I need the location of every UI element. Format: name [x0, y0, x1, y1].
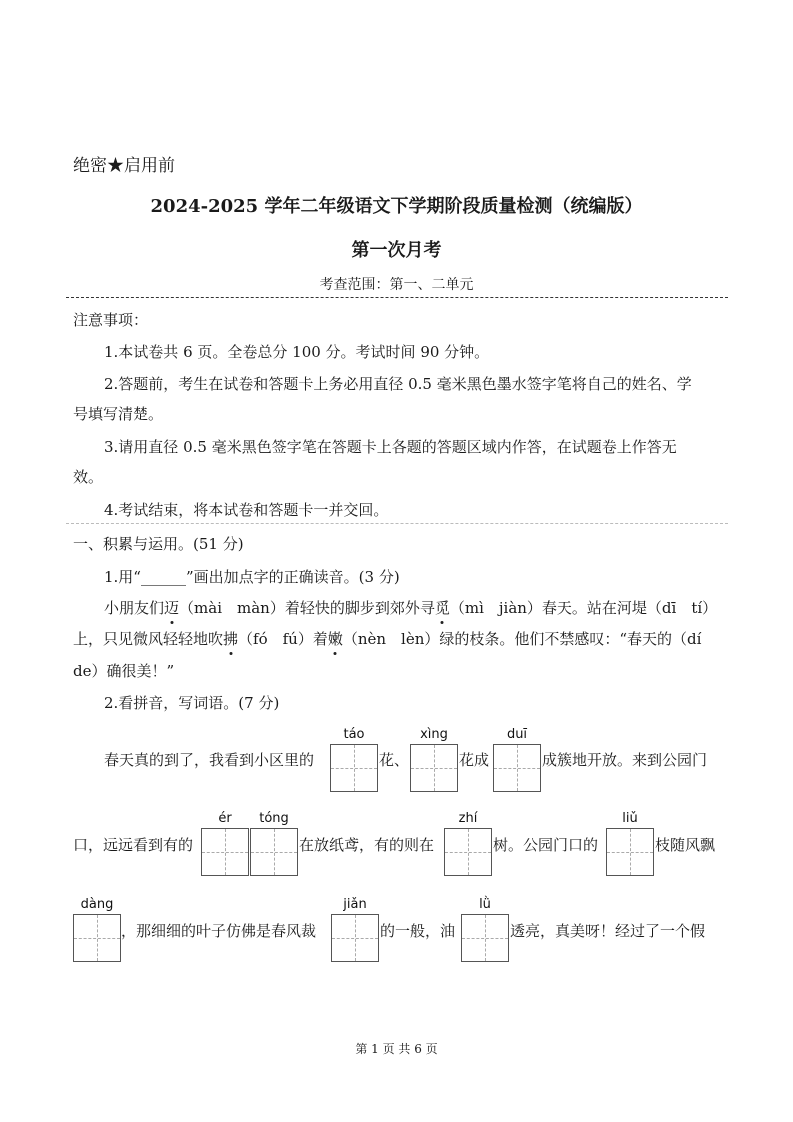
answer-box-tong[interactable]	[250, 828, 298, 876]
question-1-line1: 小朋友们迈（mài màn）着轻快的脚步到郊外寻觅（mì jiàn）春天。站在河堤（dī tí）	[104, 599, 718, 617]
divider-notes	[66, 523, 728, 524]
pinyin-tong: tóng	[259, 811, 289, 826]
note-1: 1.本试卷共 6 页。全卷总分 100 分。考试时间 90 分钟。	[104, 343, 490, 361]
answer-box-lv[interactable]	[461, 914, 509, 962]
exam-scope: 考查范围：第一、二单元	[319, 277, 474, 293]
note-4: 4.考试结束，将本试卷和答题卡一并交回。	[104, 501, 389, 519]
pinyin-er: ér	[218, 811, 232, 826]
pinyin-xing: xìng	[420, 727, 448, 742]
pinyin-zhi: zhí	[458, 811, 478, 826]
section-title: 一、积累与运用。(51 分)	[73, 535, 244, 553]
question-2-prompt: 2.看拼音，写词语。(7 分)	[104, 694, 280, 712]
notes-heading: 注意事项：	[73, 311, 149, 329]
row3-text2: 的一般，油	[380, 922, 456, 940]
row2-text2: 在放纸鸢，有的则在	[299, 836, 435, 854]
note-2-line2: 号填写清楚。	[73, 405, 164, 423]
question-1-prompt: 1.用“______”画出加点字的正确读音。(3 分)	[104, 568, 400, 586]
answer-box-er[interactable]	[201, 828, 249, 876]
row1-text2: 花、	[379, 751, 410, 769]
answer-box-dang[interactable]	[73, 914, 121, 962]
page-number: 第 1 页 共 6 页	[355, 1042, 438, 1056]
question-1-line3: de）确很美！”	[73, 662, 175, 680]
row2-text1: 口，远远看到有的	[73, 836, 194, 854]
row1-text4: 成簇地开放。来到公园门	[542, 751, 708, 769]
divider-top	[66, 297, 728, 298]
answer-box-zhi[interactable]	[444, 828, 492, 876]
answer-box-jian[interactable]	[331, 914, 379, 962]
answer-box-xing[interactable]	[410, 744, 458, 792]
confidential-label: 绝密★启用前	[73, 156, 175, 176]
pinyin-liu: liǔ	[622, 811, 638, 826]
exam-title: 2024-2025 学年二年级语文下学期阶段质量检测（统编版）	[150, 196, 643, 217]
pinyin-dang: dàng	[80, 897, 114, 912]
row2-text3: 树。公园门口的	[493, 836, 599, 854]
exam-subtitle: 第一次月考	[351, 240, 442, 261]
answer-box-tao[interactable]	[330, 744, 378, 792]
note-3-line2: 效。	[73, 468, 104, 486]
row2-text4: 枝随风飘	[655, 836, 716, 854]
note-2-line1: 2.答题前，考生在试卷和答题卡上务必用直径 0.5 毫米黑色墨水签字笔将自己的姓名、学	[104, 375, 692, 393]
answer-box-liu[interactable]	[606, 828, 654, 876]
row3-text3: 透亮，真美呀！经过了一个假	[510, 922, 706, 940]
pinyin-jian: jiǎn	[343, 897, 367, 912]
answer-box-dui[interactable]	[493, 744, 541, 792]
note-3-line1: 3.请用直径 0.5 毫米黑色签字笔在答题卡上各题的答题区域内作答，在试题卷上作答无	[104, 438, 677, 456]
row3-text1: ，那细细的叶子仿佛是春风裁	[121, 922, 317, 940]
pinyin-lv: lǜ	[479, 897, 491, 912]
question-1-line2: 上，只见微风轻轻地吹拂（fó fú）着嫩（nèn lèn）绿的枝条。他们不禁感叹：“春天的（dí	[73, 630, 702, 648]
row1-text3: 花成	[459, 751, 490, 769]
pinyin-dui: duī	[506, 727, 528, 742]
row1-text1: 春天真的到了，我看到小区里的	[104, 751, 315, 769]
pinyin-tao: táo	[343, 727, 365, 742]
